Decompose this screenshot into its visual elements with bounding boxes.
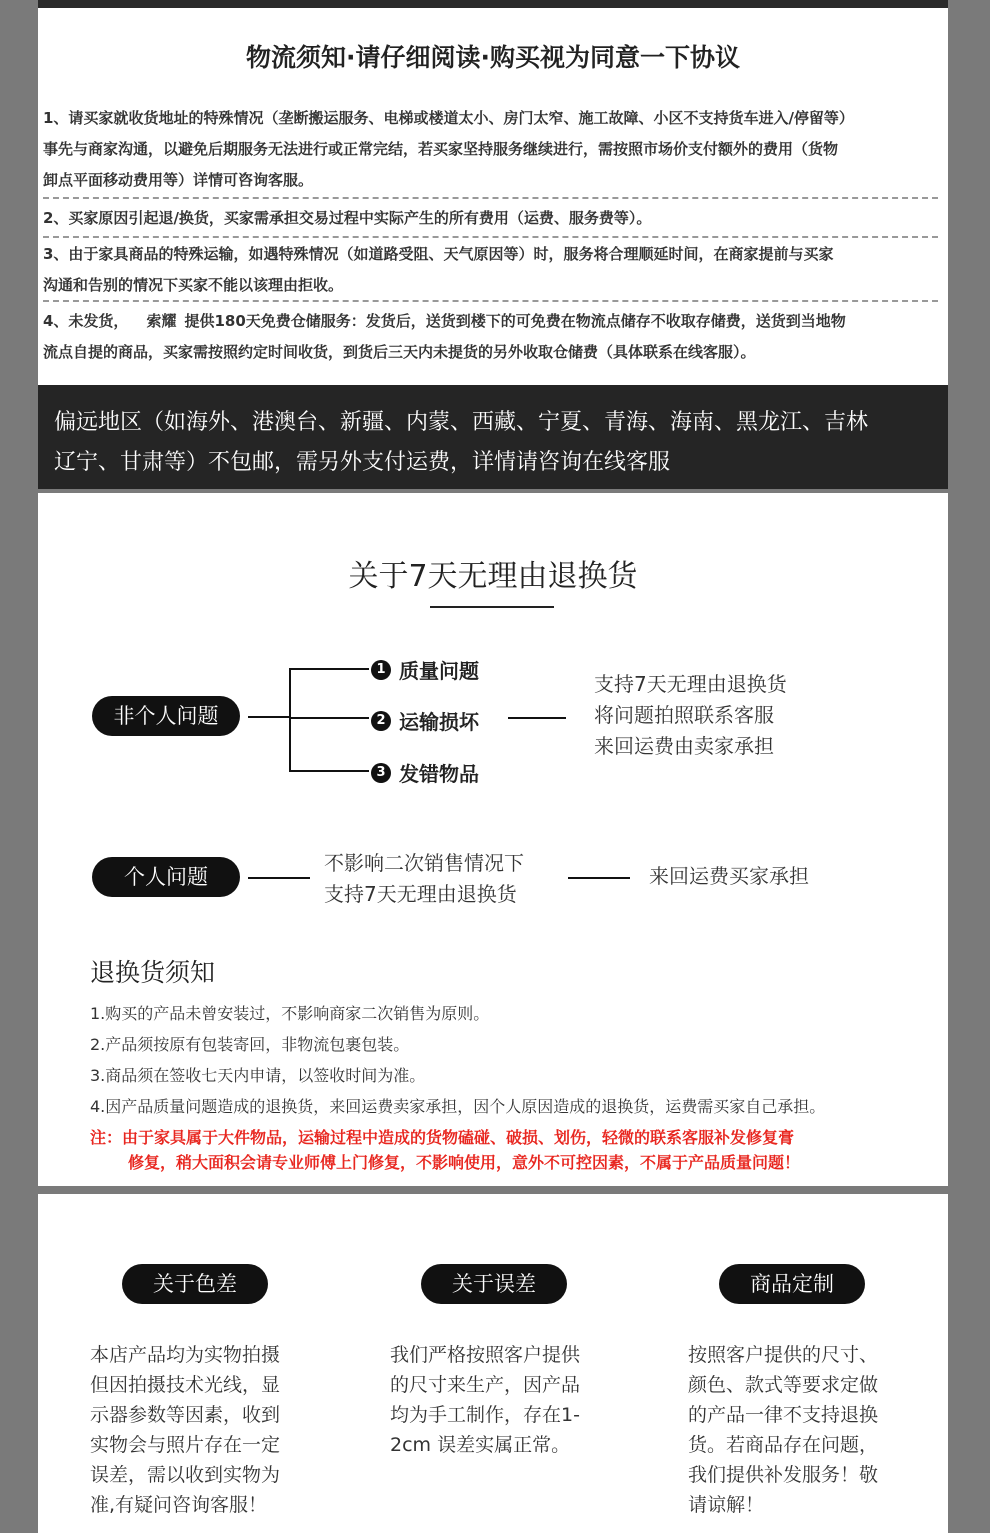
color-difference-badge: 关于色差 [122, 1264, 268, 1304]
connector-line [248, 877, 310, 879]
number-badge: 2 [371, 711, 391, 731]
notice-4-prefix: 4、未发货， [43, 312, 129, 330]
non-personal-issue-badge: 非个人问题 [92, 696, 240, 736]
result-line: 支持7天无理由退换货 [594, 672, 787, 696]
result-line: 来回运费由卖家承担 [594, 734, 774, 758]
return-rules-title: 退换货须知 [90, 958, 216, 987]
return-rule: 2.产品须按原有包装寄回，非物流包裹包装。 [90, 1035, 410, 1054]
notice-2-line: 2、买家原因引起退/换货，买家需承担交易过程中实际产生的所有费用（运费、服务费等）。 [43, 209, 652, 227]
notice-1-line: 事先与商家沟通，以避免后期服务无法进行或正常完结，若买家坚持服务继续进行，需按照市场价支付额外的费用（货物 [43, 140, 839, 158]
condition-line: 不影响二次销售情况下 [324, 851, 524, 875]
info-line: 货。若商品存在问题， [688, 1434, 879, 1456]
info-line: 的产品一律不支持退换 [688, 1404, 879, 1426]
size-error-badge: 关于误差 [421, 1264, 567, 1304]
info-line: 但因拍摄技术光线，显 [90, 1374, 281, 1396]
info-line: 我们严格按照客户提供 [390, 1344, 581, 1366]
bracket-line [289, 770, 369, 772]
connector-line [248, 716, 290, 718]
info-line: 我们提供补发服务！敬 [688, 1464, 879, 1486]
banner-line: 偏远地区（如海外、港澳台、新疆、内蒙、西藏、宁夏、青海、海南、黑龙江、吉林 [54, 410, 869, 435]
color-difference-text [90, 1340, 314, 1520]
info-line: 本店产品均为实物拍摄 [90, 1344, 281, 1366]
notice-4-line [43, 306, 941, 337]
info-line: 示器参数等因素，收到 [90, 1404, 281, 1426]
personal-result: 来回运费买家承担 [649, 864, 809, 888]
bracket-line [289, 668, 369, 670]
return-rule: 4.因产品质量问题造成的退换货，来回运费卖家承担，因个人原因造成的退换货，运费需买家自己承担。 [90, 1097, 826, 1116]
size-error-text [390, 1340, 614, 1460]
notice-4-line: 流点自提的商品，买家需按照约定时间收货，到货后三天内未提货的另外收取仓储费（具体联系在线客服）。 [43, 343, 756, 361]
product-info-panel [38, 1194, 948, 1533]
notice-4-rest: 提供180天免费仓储服务：发货后，送货到楼下的可免费在物流点储存不收取存储费，送货到当地物 [184, 312, 846, 330]
warning-line: 修复，稍大面积会请专业师傅上门修复，不影响使用，意外不可控因素，不属于产品质量问题！ [128, 1153, 801, 1172]
warning-line: 注：由于家具属于大件物品，运输过程中造成的货物磕碰、破损、划伤，轻微的联系客服补发修复膏 [90, 1128, 795, 1147]
brand-name: 索耀 [146, 312, 177, 330]
notice-3-line: 3、由于家具商品的特殊运输，如遇特殊情况（如道路受阻、天气原因等）时，服务将合理顺延时间，在商家提前与买家 [43, 245, 834, 263]
bracket-line [289, 717, 369, 719]
non-personal-result [594, 669, 787, 762]
issue-item-quality [371, 655, 479, 684]
personal-issue-badge: 个人问题 [92, 857, 240, 897]
info-line: 误差，需以收到实物为 [90, 1464, 281, 1486]
notice-3-line: 沟通和告别的情况下买家不能以该理由拒收。 [43, 276, 344, 294]
customization-text [688, 1340, 912, 1520]
condition-line: 支持7天无理由退换货 [324, 882, 517, 906]
bracket-line [289, 668, 291, 771]
result-line: 将问题拍照联系客服 [594, 703, 774, 727]
customization-badge: 商品定制 [719, 1264, 865, 1304]
info-line: 实物会与照片存在一定 [90, 1434, 281, 1456]
number-badge: 1 [371, 660, 391, 680]
return-rule: 3.商品须在签收七天内申请，以签收时间为准。 [90, 1066, 426, 1085]
notice-1-line: 卸点平面移动费用等）详情可咨询客服。 [43, 171, 314, 189]
connector-line [568, 877, 630, 879]
info-line: 的尺寸来生产，因产品 [390, 1374, 581, 1396]
personal-condition [324, 848, 524, 910]
banner-line: 辽宁、甘肃等）不包邮，需另外支付运费，详情请咨询在线客服 [54, 450, 671, 475]
dashed-divider [43, 197, 938, 199]
title-underline [430, 606, 554, 608]
issue-item-wrong-item [371, 758, 479, 787]
return-policy-panel [38, 493, 948, 1186]
logistics-notice-panel [38, 0, 948, 385]
return-rule: 1.购买的产品未曾安装过，不影响商家二次销售为原则。 [90, 1004, 490, 1023]
info-line: 2cm 误差实属正常。 [390, 1434, 571, 1456]
issue-label: 质量问题 [399, 659, 479, 683]
notice-3 [43, 239, 941, 301]
connector-line [508, 717, 566, 719]
notice-1 [43, 103, 941, 196]
remote-area-banner [38, 385, 948, 489]
notice-4 [43, 306, 941, 368]
notice-1-line: 1、请买家就收货地址的特殊情况（垄断搬运服务、电梯或楼道太小、房门太窄、施工故障、小区不支持货车进入/停留等） [43, 109, 854, 127]
info-line: 颜色、款式等要求定做 [688, 1374, 879, 1396]
dashed-divider [43, 300, 938, 302]
number-badge: 3 [371, 763, 391, 783]
dashed-divider [43, 236, 938, 238]
info-line: 准,有疑问咨询客服！ [90, 1494, 268, 1516]
issue-label: 发错物品 [399, 762, 479, 786]
issue-label: 运输损坏 [399, 710, 479, 734]
top-bar [38, 0, 948, 8]
info-line: 均为手工制作，存在1- [390, 1404, 580, 1426]
return-policy-title: 关于7天无理由退换货 [348, 559, 638, 594]
issue-item-transport [371, 706, 479, 735]
notice-2 [43, 203, 941, 234]
info-line: 按照客户提供的尺寸、 [688, 1344, 879, 1366]
info-line: 请谅解！ [688, 1494, 765, 1516]
logistics-title: 物流须知·请仔细阅读·购买视为同意一下协议 [246, 43, 740, 72]
